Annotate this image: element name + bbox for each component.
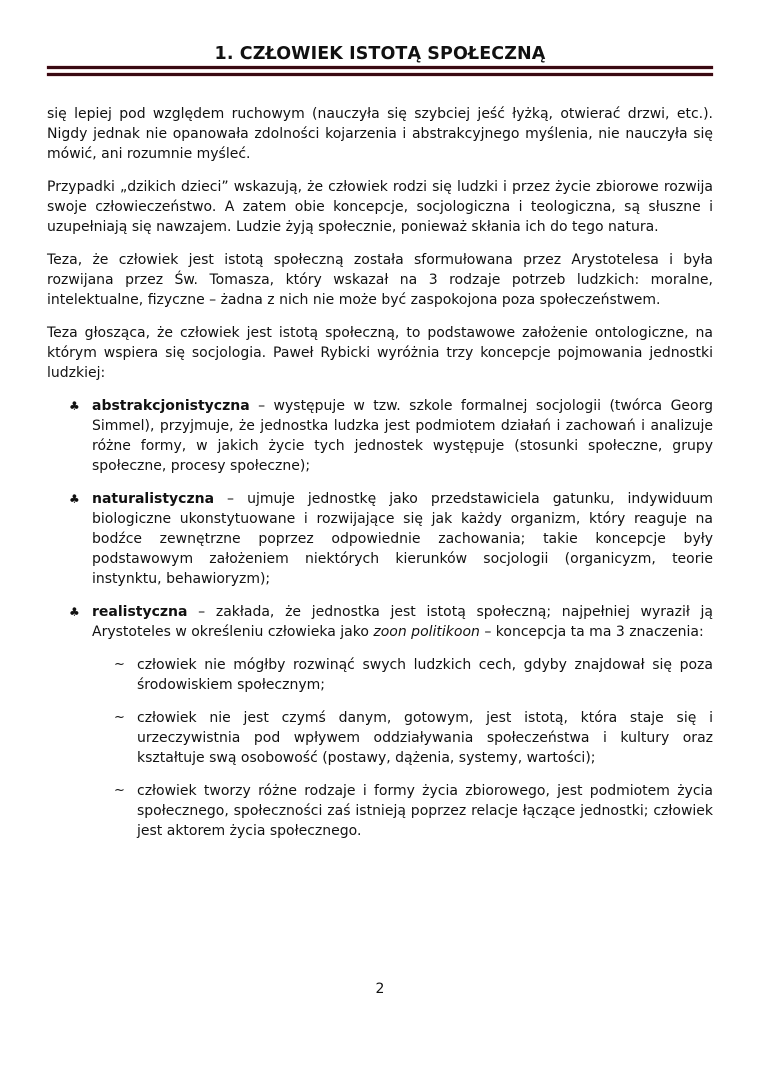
chapter-title: 1. CZŁOWIEK ISTOTĄ SPOŁECZNĄ (214, 44, 546, 64)
concept-text: – ujmuje jednostkę jako przedstawiciela gatunku, indywiduum biologiczne ukonstytuowane i rozwijające się jak każdy organizm, który reaguje na bodźce zewnętrzne poprzez odpowiednie zachowania; takie koncepcje były podstawowym założeniem niektórych kierunków socjologii (organicyzm, teorie instynktu, behawioryzm); (92, 491, 713, 587)
meaning-text: człowiek nie mógłby rozwinąć swych ludzkich cech, gdyby znajdował się poza środowiskiem społecznym; (137, 657, 713, 693)
paragraph: się lepiej pod względem ruchowym (nauczyła się szybciej jeść łyżką, otwierać drzwi, etc.). Nigdy jednak nie opanowała zdolności kojarzenia i abstrakcyjnego myślenia, nie nauczyła się mówić, ani rozumnie myśleć. (47, 106, 713, 162)
tilde-bullet-icon: ~ (114, 783, 125, 798)
concepts-list (47, 396, 713, 841)
concept-text: – występuje w tzw. szkole formalnej socjologii (twórca Georg Simmel), przyjmuje, że jednostka ludzka jest podmiotem działań i zachowań i analizuje różne formy, w jakich życie tych jednostek występuje (stosunki społeczne, grupy społeczne, procesy społeczne); (92, 398, 713, 474)
paragraph: Przypadki „dzikich dzieci” wskazują, że człowiek rodzi się ludzki i przez życie zbiorowe rozwija swoje człowieczeństwo. A zatem obie koncepcje, socjologiczna i teologiczna, są słuszne i uzupełniają się nawzajem. Ludzie żyją społecznie, ponieważ skłania ich do tego natura. (47, 179, 713, 235)
meaning-text: człowiek tworzy różne rodzaje i formy życia zbiorowego, jest podmiotem życia społecznego, społeczności zaś istnieją poprzez relacje łączące jednostki; człowiek jest aktorem życia społecznego. (137, 783, 713, 839)
tilde-bullet-icon: ~ (114, 710, 125, 725)
header-rule-top (47, 66, 713, 69)
list-item (92, 655, 713, 695)
tilde-bullet-icon: ~ (114, 657, 125, 672)
list-item (47, 396, 713, 476)
concept-italic: zoon politikoon (373, 624, 480, 640)
meaning-text: człowiek nie jest czymś danym, gotowym, jest istotą, która staje się i urzeczywistnia pod wpływem oddziaływania społeczeństwa i kultury oraz kształtuje swą osobowość (postawy, dążenia, systemy, wartości); (137, 710, 713, 766)
concept-term: abstrakcjonistyczna (92, 398, 250, 414)
concept-term: naturalistyczna (92, 491, 215, 507)
page-number: 2 (375, 981, 385, 997)
list-item (92, 781, 713, 841)
concept-text: – zakłada, że jednostka jest istotą społeczną; najpełniej wyraził ją Arystoteles w określeniu człowieka jako (92, 604, 713, 640)
list-item (47, 489, 713, 589)
concept-term: realistyczna (92, 604, 188, 620)
club-bullet-icon: ♣ (69, 399, 80, 413)
meanings-list (92, 655, 713, 841)
club-bullet-icon: ♣ (69, 605, 80, 619)
concept-text: – koncepcja ta ma 3 znaczenia: (479, 624, 704, 640)
list-item (47, 602, 713, 841)
paragraph: Teza, że człowiek jest istotą społeczną została sformułowana przez Arystotelesa i była rozwijana przez Św. Tomasza, który wskazał na 3 rodzaje potrzeb ludzkich: moralne, intelektualne, fizyczne – żadna z nich nie może być zaspokojona poza społeczeństwem. (47, 252, 713, 308)
header-rule-bottom (47, 73, 713, 76)
page-body (47, 104, 713, 854)
list-item (92, 708, 713, 768)
paragraph: Teza głosząca, że człowiek jest istotą społeczną, to podstawowe założenie ontologiczne, na którym wspiera się socjologia. Paweł Rybicki wyróżnia trzy koncepcje pojmowania jednostki ludzkiej: (47, 325, 713, 381)
club-bullet-icon: ♣ (69, 492, 80, 506)
